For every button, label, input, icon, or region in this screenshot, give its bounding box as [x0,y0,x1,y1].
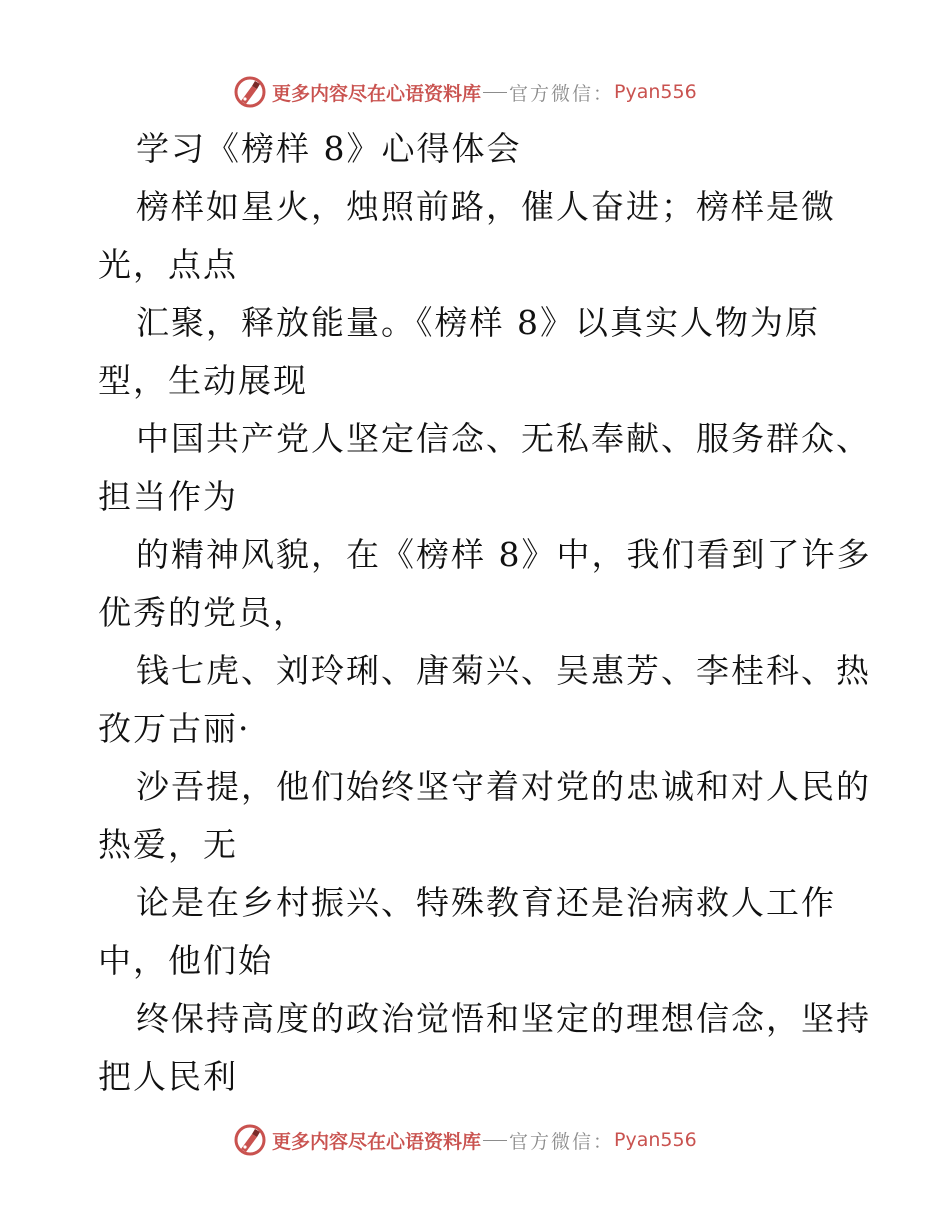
watermark-dash [483,1140,507,1141]
watermark-official-label: 官方微信： [509,1130,615,1153]
document-title: 学习《榜样 8》心得体会 [136,129,522,168]
watermark-wechat-id: Pyan556 [614,81,697,103]
watermark-main-text: 更多内容尽在心语资料库 [272,1130,482,1153]
paragraph-line: 把人民利 [98,1057,238,1096]
footer-watermark [232,1120,697,1160]
paragraph-line: 钱七虎、刘玲琍、唐菊兴、吴惠芳、李桂科、热 [136,651,871,690]
paragraph-line: 终保持高度的政治觉悟和坚定的理想信念，坚持 [136,999,871,1038]
watermark-dash [483,92,507,93]
paragraph-line: 的精神风貌，在《榜样 8》中，我们看到了许多 [136,535,872,574]
watermark-wechat-id: Pyan556 [614,1129,697,1151]
paragraph-line: 中国共产党人坚定信念、无私奉献、服务群众、 [136,419,871,458]
paragraph-line: 热爱，无 [98,825,238,864]
watermark-official-label: 官方微信： [509,82,615,105]
paragraph-line: 汇聚，释放能量。《榜样 8》以真实人物为原 [136,303,820,342]
watermark-main-text: 更多内容尽在心语资料库 [272,82,482,105]
paragraph-line: 中，他们始 [98,941,273,980]
paragraph-line: 孜万古丽· [98,709,251,748]
paragraph-line: 担当作为 [98,477,238,516]
paragraph-line: 型，生动展现 [98,361,308,400]
document-body [98,120,872,1106]
header-watermark [232,72,697,112]
paragraph-line: 优秀的党员， [98,593,308,632]
paragraph-line: 光，点点 [98,245,238,284]
paragraph-line: 论是在乡村振兴、特殊教育还是治病救人工作 [136,883,836,922]
paragraph-line: 榜样如星火，烛照前路，催人奋进；榜样是微 [136,187,836,226]
pen-logo-icon [232,1122,268,1158]
paragraph-line: 沙吾提，他们始终坚守着对党的忠诚和对人民的 [136,767,871,806]
pen-logo-icon [232,74,268,110]
